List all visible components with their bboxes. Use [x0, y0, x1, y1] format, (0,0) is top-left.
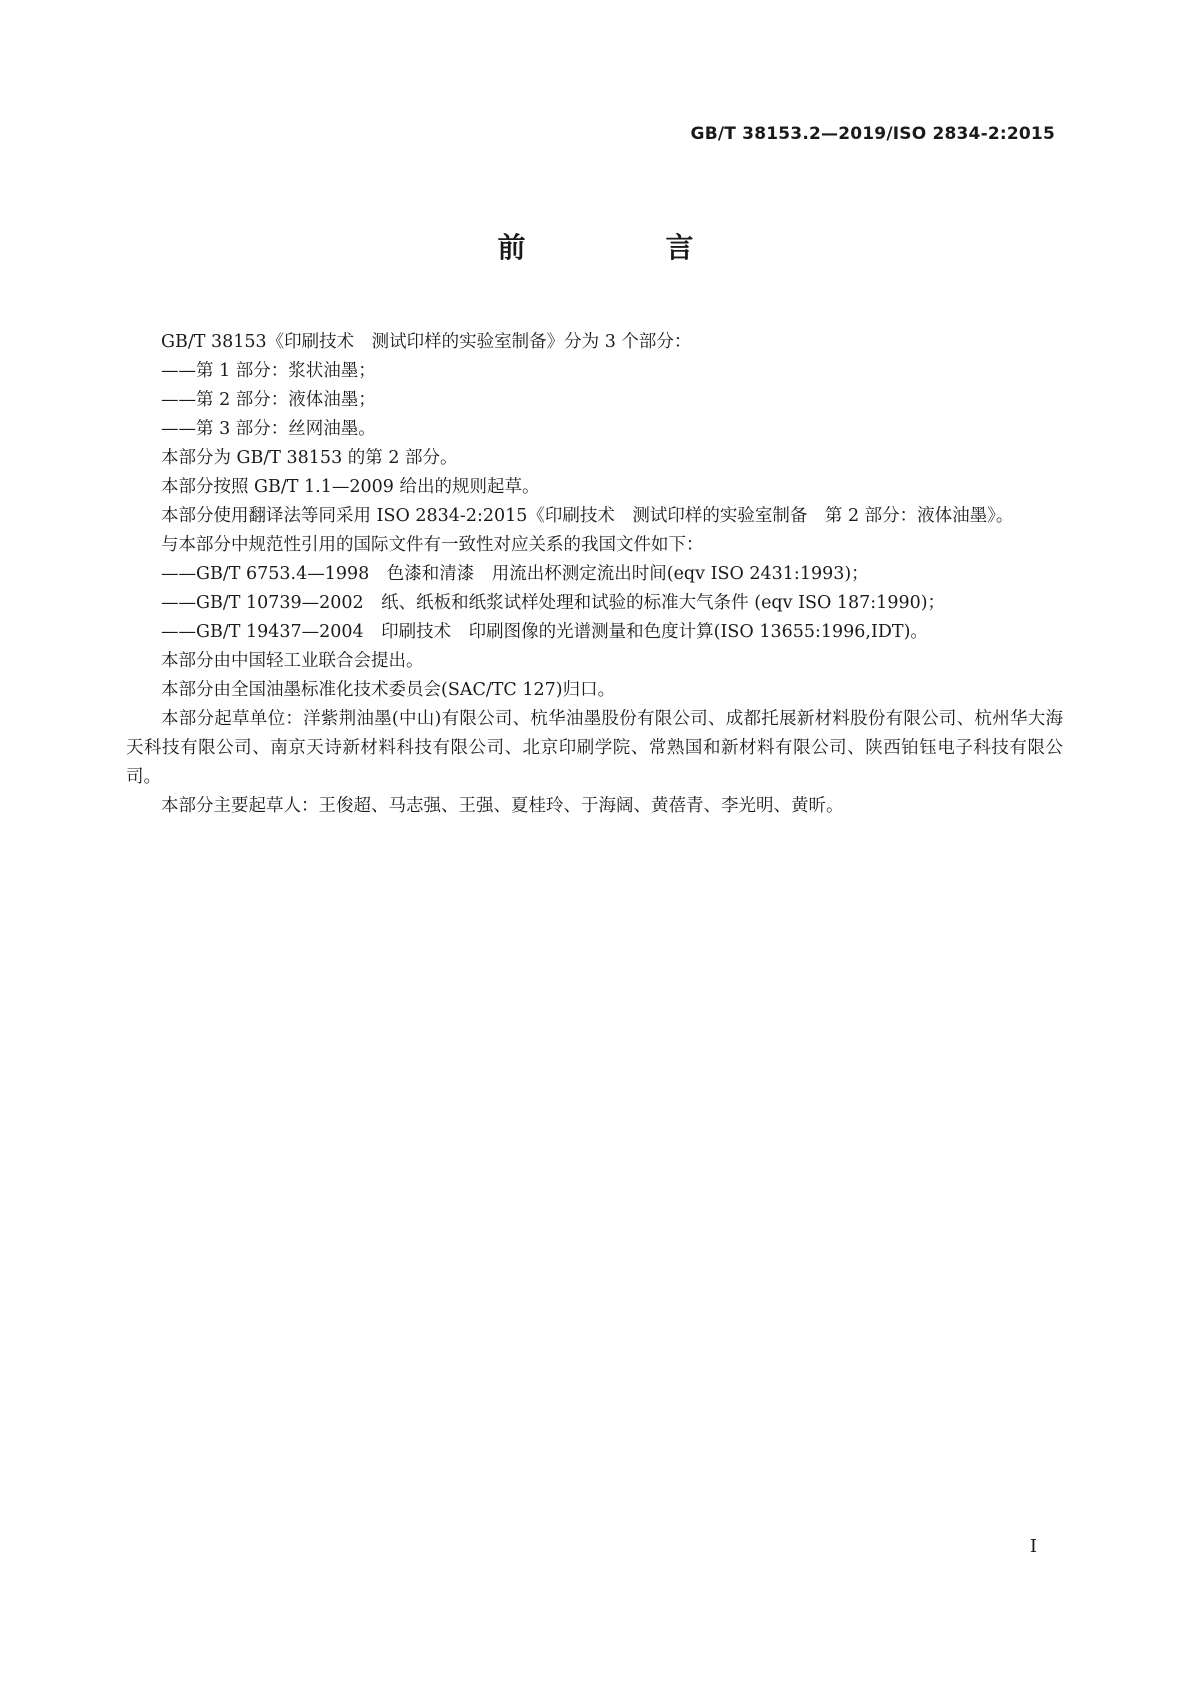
paragraph-correspondence-intro: 与本部分中规范性引用的国际文件有一致性对应关系的我国文件如下： — [161, 535, 704, 555]
paragraph-drafting-rules: 本部分按照 GB/T 1.1—2009 给出的规则起草。 — [161, 477, 540, 497]
foreword-body — [126, 328, 1063, 821]
paragraph-proposed-by: 本部分由中国轻工业联合会提出。 — [161, 651, 424, 671]
paragraph-centralized-by: 本部分由全国油墨标准化技术委员会(SAC/TC 127)归口。 — [161, 680, 616, 700]
standard-code-header: GB/T 38153.2—2019/ISO 2834-2:2015 — [690, 124, 1055, 144]
paragraph-parts-intro: GB/T 38153《印刷技术 测试印样的实验室制备》分为 3 个部分： — [161, 332, 692, 352]
paragraph-drafting-units: 本部分起草单位：洋紫荆油墨(中山)有限公司、杭华油墨股份有限公司、成都托展新材料股份有限公司、杭州华大海天科技有限公司、南京天诗新材料科技有限公司、北京印刷学院、常熟国和新材料有限公司、陕西铂钰电子科技有限公司。 — [126, 709, 1063, 787]
paragraph-translation-adoption: 本部分使用翻译法等同采用 ISO 2834-2:2015《印刷技术 测试印样的实验室制备 第 2 部分：液体油墨》。 — [161, 506, 1014, 526]
list-item-gbt-19437: ——GB/T 19437—2004 印刷技术 印刷图像的光谱测量和色度计算(ISO 13655:1996,IDT)。 — [161, 622, 928, 642]
list-item-part-1: ——第 1 部分：浆状油墨； — [161, 361, 376, 381]
paragraph-this-part: 本部分为 GB/T 38153 的第 2 部分。 — [161, 448, 458, 468]
page-number: I — [1029, 1536, 1037, 1557]
list-item-part-3: ——第 3 部分：丝网油墨。 — [161, 419, 376, 439]
list-item-gbt-6753: ——GB/T 6753.4—1998 色漆和清漆 用流出杯测定流出时间(eqv ISO 2431:1993)； — [161, 564, 869, 584]
list-item-gbt-10739: ——GB/T 10739—2002 纸、纸板和纸浆试样处理和试验的标准大气条件 (eqv ISO 187:1990)； — [161, 593, 946, 613]
page-title: 前 言 — [497, 231, 750, 264]
list-item-part-2: ——第 2 部分：液体油墨； — [161, 390, 376, 410]
paragraph-main-drafters: 本部分主要起草人：王俊超、马志强、王强、夏桂玲、于海阔、黄蓓青、李光明、黄昕。 — [161, 796, 844, 816]
